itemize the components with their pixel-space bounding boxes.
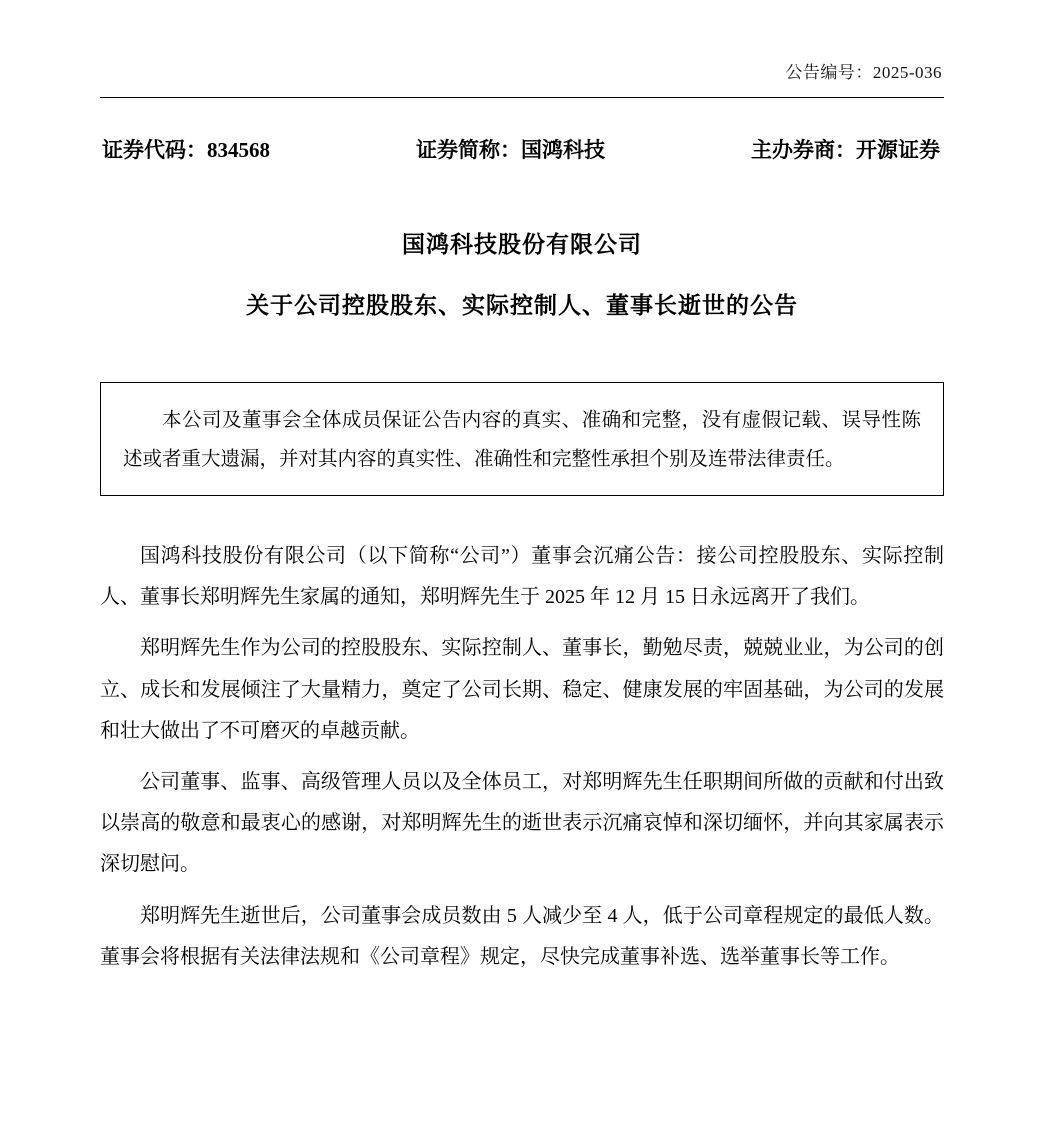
body-text (100, 536, 944, 978)
responsibility-statement-text: 本公司及董事会全体成员保证公告内容的真实、准确和完整，没有虚假记载、误导性陈述或者重大遗漏，并对其内容的真实性、准确性和完整性承担个别及连带法律责任。 (123, 410, 921, 470)
announcement-title: 关于公司控股股东、实际控制人、董事长逝世的公告 (246, 293, 798, 318)
security-info-row (100, 134, 944, 164)
announcement-number: 公告编号：2025-036 (785, 63, 942, 82)
responsibility-statement-box (100, 382, 944, 496)
body-paragraph: 郑明辉先生作为公司的控股股东、实际控制人、董事长，勤勉尽责，兢兢业业，为公司的创立、成长和发展倾注了大量精力，奠定了公司长期、稳定、健康发展的牢固基础，为公司的发展和壮大做出了不可磨灭的卓越贡献。 (100, 637, 944, 742)
title-block (100, 226, 944, 320)
header-divider (100, 97, 944, 98)
company-title: 国鸿科技股份有限公司 (402, 232, 642, 257)
body-paragraph: 公司董事、监事、高级管理人员以及全体员工，对郑明辉先生任职期间所做的贡献和付出致以崇高的敬意和最衷心的感谢，对郑明辉先生的逝世表示沉痛哀悼和深切缅怀，并向其家属表示深切慰问。 (100, 770, 944, 876)
body-paragraph: 国鸿科技股份有限公司（以下简称“公司”）董事会沉痛公告：接公司控股股东、实际控制人、董事长郑明辉先生家属的通知，郑明辉先生于 2025 年 12 月 15 日永远离开了我们。 (100, 545, 944, 609)
security-code: 证券代码：834568 (102, 138, 270, 162)
body-paragraph: 郑明辉先生逝世后，公司董事会成员数由 5 人减少至 4 人，低于公司章程规定的最低人数。董事会将根据有关法律法规和《公司章程》规定，尽快完成董事补选、选举董事长等工作。 (100, 904, 944, 968)
security-name: 证券简称：国鸿科技 (416, 138, 605, 162)
page-content (100, 0, 944, 978)
sponsor-broker: 主办券商：开源证券 (751, 138, 940, 162)
